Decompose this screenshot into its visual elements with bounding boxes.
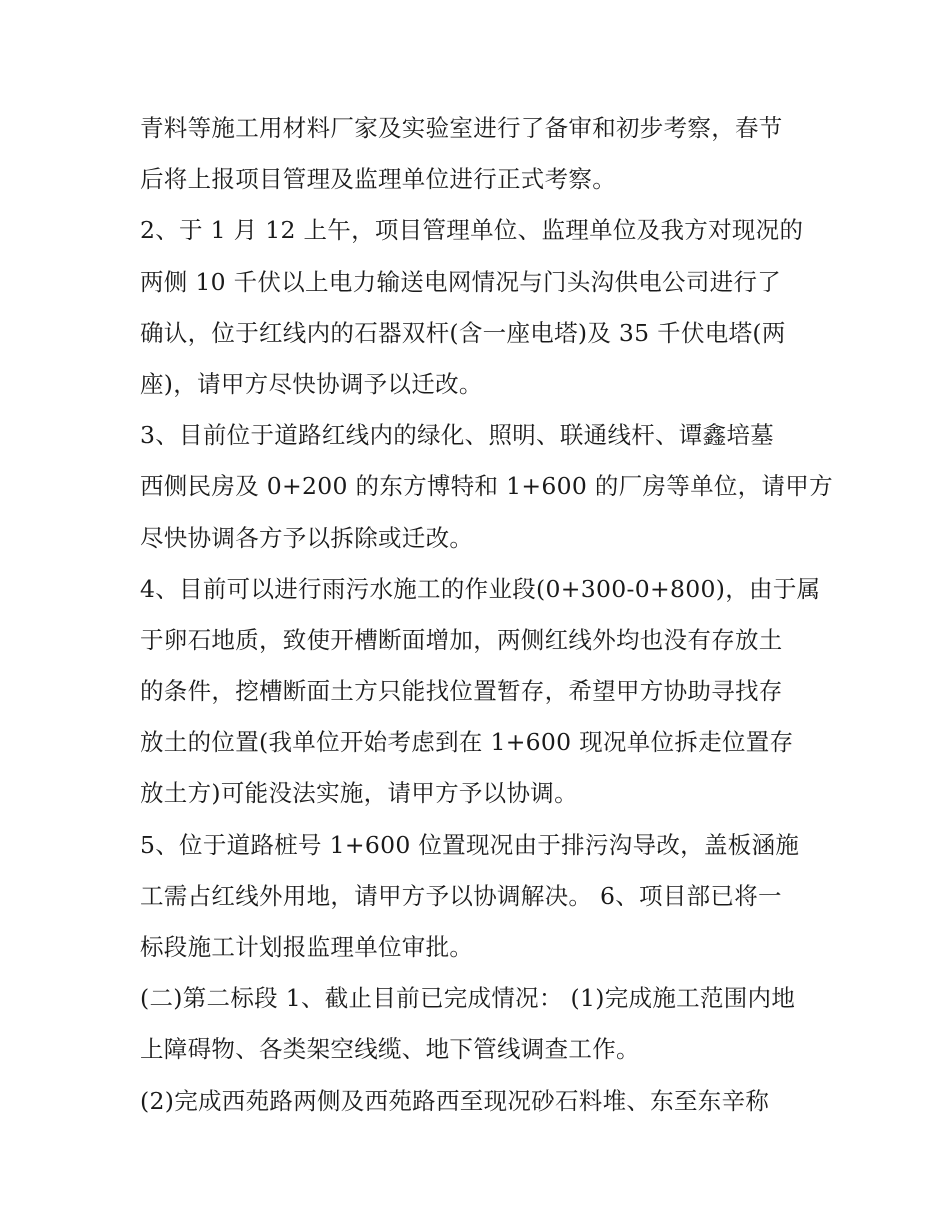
text-line: 放土的位置(我单位开始考虑到在 1+600 现况单位拆走位置存 <box>140 728 794 757</box>
text-line: 标段施工计划报监理单位审批。 <box>140 933 474 961</box>
text-line: 于卵石地质，致使开槽断面增加，两侧红线外均也没有存放土 <box>140 625 783 654</box>
text-line: 确认，位于红线内的石器双杆(含一座电塔)及 35 千伏电塔(两 <box>140 318 786 347</box>
document-body <box>140 103 833 1127</box>
text-line: 尽快协调各方予以拆除或迁改。 <box>140 523 474 552</box>
text-line: 工需占红线外用地，请甲方予以协调解决。 6、项目部已将一 <box>140 881 782 910</box>
text-line: 5、位于道路桩号 1+600 位置现况由于排污沟导改，盖板涵施 <box>140 830 800 859</box>
text-line: 上障碍物、各类架空线缆、地下管线调查工作。 <box>140 1035 640 1064</box>
text-line: 青料等施工用材料厂家及实验室进行了备审和初步考察，春节 <box>140 114 783 142</box>
text-line: (2)完成西苑路两侧及西苑路西至现况砂石料堆、东至东辛称 <box>140 1086 770 1115</box>
text-line: 2、于 1 月 12 上午，项目管理单位、监理单位及我方对现况的 <box>140 216 804 245</box>
text-line: 的条件，挖槽断面土方只能找位置暂存，希望甲方协助寻找存 <box>140 677 783 706</box>
text-line: 4、目前可以进行雨污水施工的作业段(0+300-0+800)，由于属 <box>140 574 821 603</box>
text-line: 后将上报项目管理及监理单位进行正式考察。 <box>140 165 616 194</box>
text-line: (二)第二标段 1、截止目前已完成情况： (1)完成施工范围内地 <box>140 984 796 1013</box>
text-line: 3、目前位于道路红线内的绿化、照明、联通线杆、谭鑫培墓 <box>140 421 775 450</box>
text-line: 两侧 10 千伏以上电力输送电网情况与门头沟供电公司进行了 <box>140 267 782 296</box>
text-line: 座)，请甲方尽快协调予以迁改。 <box>140 369 483 398</box>
text-line: 放土方)可能没法实施，请甲方予以协调。 <box>140 779 578 808</box>
text-line: 西侧民房及 0+200 的东方博特和 1+600 的厂房等单位，请甲方 <box>140 472 833 501</box>
